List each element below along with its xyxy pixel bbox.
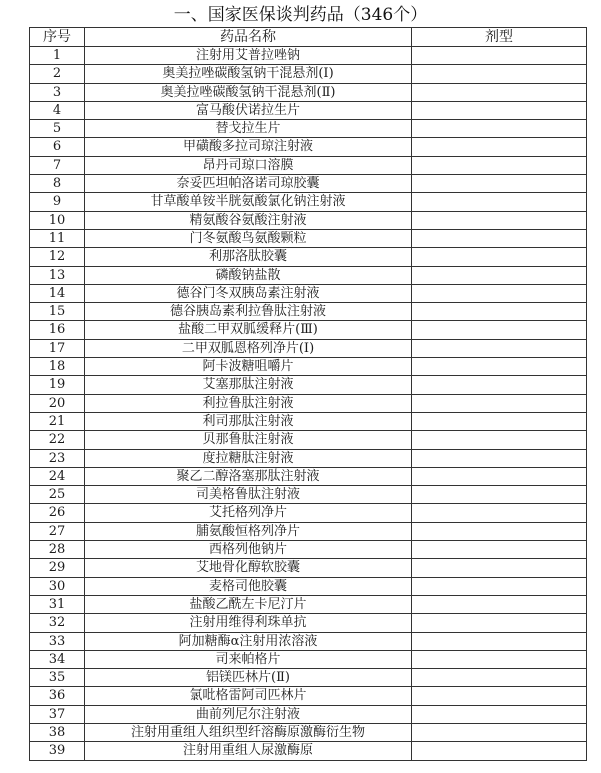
table-row [30,614,587,632]
row-drug-name: 奥美拉唑碳酸氢钠干混悬剂(Ⅰ) [85,65,412,83]
row-dosage-form [412,614,587,632]
row-serial-number: 16 [30,321,85,339]
row-serial-number: 5 [30,120,85,138]
row-dosage-form [412,156,587,174]
row-serial-number: 14 [30,284,85,302]
row-dosage-form [412,632,587,650]
table-row [30,120,587,138]
row-drug-name: 盐酸乙酰左卡尼汀片 [85,595,412,613]
row-drug-name: 西格列他钠片 [85,541,412,559]
table-row [30,577,587,595]
table-row [30,394,587,412]
row-serial-number: 39 [30,742,85,760]
table-row [30,412,587,430]
row-serial-number: 4 [30,101,85,119]
table-row [30,358,587,376]
row-dosage-form [412,303,587,321]
table-row [30,193,587,211]
row-serial-number: 27 [30,522,85,540]
row-drug-name: 阿加糖酶α注射用浓溶液 [85,632,412,650]
row-serial-number: 10 [30,211,85,229]
table-row [30,156,587,174]
row-drug-name: 艾塞那肽注射液 [85,376,412,394]
row-serial-number: 2 [30,65,85,83]
row-serial-number: 24 [30,467,85,485]
table-row [30,504,587,522]
row-dosage-form [412,229,587,247]
row-dosage-form [412,321,587,339]
table-row [30,229,587,247]
table-row [30,431,587,449]
table-row [30,65,587,83]
row-dosage-form [412,486,587,504]
row-dosage-form [412,650,587,668]
table-row [30,284,587,302]
row-dosage-form [412,284,587,302]
header-drug-name: 药品名称 [85,28,412,47]
row-drug-name: 盐酸二甲双胍缓释片(Ⅲ) [85,321,412,339]
row-drug-name: 聚乙二醇洛塞那肽注射液 [85,467,412,485]
row-drug-name: 德谷胰岛素利拉鲁肽注射液 [85,303,412,321]
row-drug-name: 昂丹司琼口溶膜 [85,156,412,174]
row-drug-name: 艾地骨化醇软胶囊 [85,559,412,577]
row-serial-number: 7 [30,156,85,174]
row-dosage-form [412,559,587,577]
row-dosage-form [412,723,587,741]
row-drug-name: 注射用维得利珠单抗 [85,614,412,632]
table-row [30,595,587,613]
row-drug-name: 度拉糖肽注射液 [85,449,412,467]
table-body [30,47,587,761]
row-serial-number: 31 [30,595,85,613]
header-dosage-form: 剂型 [412,28,587,47]
row-serial-number: 22 [30,431,85,449]
row-drug-name: 利那洛肽胶囊 [85,248,412,266]
table-row [30,467,587,485]
row-drug-name: 奈妥匹坦帕洛诺司琼胶囊 [85,175,412,193]
row-dosage-form [412,65,587,83]
row-drug-name: 注射用重组人组织型纤溶酶原激酶衍生物 [85,723,412,741]
table-row [30,303,587,321]
row-serial-number: 6 [30,138,85,156]
row-dosage-form [412,339,587,357]
row-serial-number: 29 [30,559,85,577]
row-serial-number: 30 [30,577,85,595]
table-row [30,650,587,668]
row-serial-number: 32 [30,614,85,632]
row-dosage-form [412,742,587,760]
row-serial-number: 1 [30,47,85,65]
table-row [30,486,587,504]
row-dosage-form [412,467,587,485]
row-serial-number: 3 [30,83,85,101]
row-serial-number: 17 [30,339,85,357]
row-dosage-form [412,138,587,156]
row-drug-name: 精氨酸谷氨酸注射液 [85,211,412,229]
header-serial-number: 序号 [30,28,85,47]
row-serial-number: 28 [30,541,85,559]
row-dosage-form [412,266,587,284]
row-drug-name: 曲前列尼尔注射液 [85,705,412,723]
row-dosage-form [412,358,587,376]
row-dosage-form [412,47,587,65]
row-drug-name: 富马酸伏诺拉生片 [85,101,412,119]
row-dosage-form [412,541,587,559]
row-drug-name: 奥美拉唑碳酸氢钠干混悬剂(Ⅱ) [85,83,412,101]
row-serial-number: 23 [30,449,85,467]
table-row [30,669,587,687]
row-serial-number: 19 [30,376,85,394]
row-serial-number: 25 [30,486,85,504]
row-serial-number: 35 [30,669,85,687]
row-dosage-form [412,522,587,540]
table-row [30,211,587,229]
row-serial-number: 11 [30,229,85,247]
row-drug-name: 脯氨酸恒格列净片 [85,522,412,540]
table-row [30,321,587,339]
row-drug-name: 贝那鲁肽注射液 [85,431,412,449]
row-dosage-form [412,376,587,394]
row-dosage-form [412,504,587,522]
row-dosage-form [412,211,587,229]
table-row [30,559,587,577]
row-drug-name: 德谷门冬双胰岛素注射液 [85,284,412,302]
row-serial-number: 12 [30,248,85,266]
table-row [30,101,587,119]
row-dosage-form [412,193,587,211]
row-dosage-form [412,412,587,430]
table-row [30,266,587,284]
row-drug-name: 二甲双胍恩格列净片(Ⅰ) [85,339,412,357]
row-dosage-form [412,577,587,595]
row-dosage-form [412,705,587,723]
row-serial-number: 8 [30,175,85,193]
table-row [30,541,587,559]
row-serial-number: 37 [30,705,85,723]
table-row [30,83,587,101]
row-dosage-form [412,449,587,467]
row-dosage-form [412,101,587,119]
row-drug-name: 司美格鲁肽注射液 [85,486,412,504]
row-drug-name: 注射用艾普拉唑钠 [85,47,412,65]
row-serial-number: 38 [30,723,85,741]
table-row [30,522,587,540]
row-drug-name: 铝镁匹林片(Ⅱ) [85,669,412,687]
table-row [30,339,587,357]
row-drug-name: 麦格司他胶囊 [85,577,412,595]
row-serial-number: 34 [30,650,85,668]
table-row [30,47,587,65]
row-dosage-form [412,120,587,138]
table-row [30,632,587,650]
table-row [30,449,587,467]
table-row [30,687,587,705]
row-dosage-form [412,595,587,613]
table-row [30,705,587,723]
table-row [30,175,587,193]
row-serial-number: 26 [30,504,85,522]
row-dosage-form [412,669,587,687]
row-serial-number: 36 [30,687,85,705]
row-serial-number: 13 [30,266,85,284]
row-drug-name: 门冬氨酸鸟氨酸颗粒 [85,229,412,247]
row-dosage-form [412,431,587,449]
row-drug-name: 注射用重组人尿激酶原 [85,742,412,760]
row-drug-name: 甲磺酸多拉司琼注射液 [85,138,412,156]
row-drug-name: 利司那肽注射液 [85,412,412,430]
row-dosage-form [412,175,587,193]
row-drug-name: 艾托格列净片 [85,504,412,522]
row-serial-number: 15 [30,303,85,321]
row-drug-name: 磷酸钠盐散 [85,266,412,284]
row-dosage-form [412,687,587,705]
page-title: 一、国家医保谈判药品（346个） [173,5,428,25]
row-dosage-form [412,394,587,412]
row-drug-name: 司来帕格片 [85,650,412,668]
row-serial-number: 18 [30,358,85,376]
table-header-row [30,28,587,47]
table-row [30,248,587,266]
row-drug-name: 阿卡波糖咀嚼片 [85,358,412,376]
row-dosage-form [412,83,587,101]
table-row [30,376,587,394]
row-serial-number: 33 [30,632,85,650]
row-drug-name: 替戈拉生片 [85,120,412,138]
row-serial-number: 21 [30,412,85,430]
drug-table [29,27,587,761]
table-row [30,742,587,760]
row-serial-number: 9 [30,193,85,211]
table-row [30,723,587,741]
row-drug-name: 甘草酸单铵半胱氨酸氯化钠注射液 [85,193,412,211]
row-drug-name: 氯吡格雷阿司匹林片 [85,687,412,705]
row-dosage-form [412,248,587,266]
row-drug-name: 利拉鲁肽注射液 [85,394,412,412]
row-serial-number: 20 [30,394,85,412]
table-row [30,138,587,156]
